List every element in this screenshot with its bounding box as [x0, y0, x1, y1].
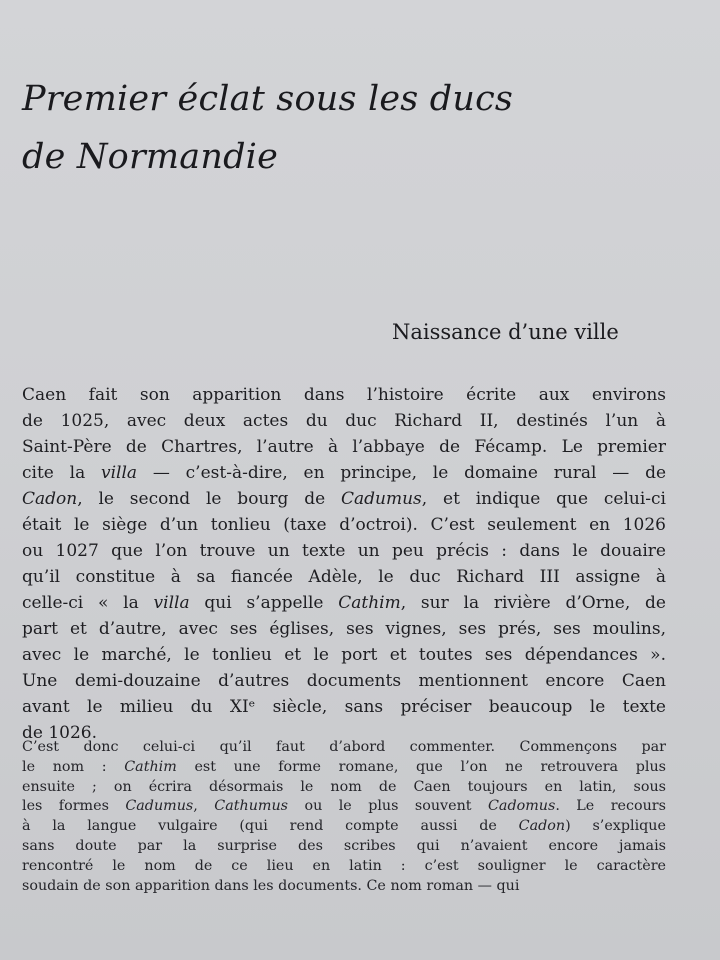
text-segment: ensuite ; on écrira désormais le nom de Caen toujours en latin, sous	[22, 778, 666, 795]
text-segment: part et d’autre, avec ses églises, ses vignes, ses prés, ses moulins,	[22, 619, 666, 639]
text-segment: — c’est-à-dire, en principe, le domaine rural — de	[137, 463, 667, 483]
text-segment: Caen fait son apparition dans l’histoire écrite aux environs	[22, 385, 666, 405]
text-segment: , et indique que celui-ci	[421, 489, 666, 509]
text-line	[22, 590, 666, 616]
text-segment: le nom :	[22, 758, 125, 775]
text-line	[22, 460, 666, 486]
italic-term: Cadon	[22, 489, 78, 509]
text-line	[22, 434, 666, 460]
text-segment: soudain de son apparition dans les documents. Ce nom roman — qui	[22, 877, 520, 894]
text-line	[22, 642, 666, 668]
text-line	[22, 408, 666, 434]
text-segment: avec le marché, le tonlieu et le port et toutes ses dépendances ».	[22, 645, 666, 665]
italic-term: Cathumus	[214, 798, 289, 815]
text-segment: de 1026.	[22, 723, 98, 743]
text-segment: avant le milieu du XIᵉ siècle, sans préciser beaucoup le texte	[22, 697, 666, 717]
italic-term: Cathim	[124, 758, 177, 775]
text-line	[22, 694, 666, 720]
text-segment: ) s’explique	[565, 818, 666, 835]
text-segment: . Le recours	[555, 798, 666, 815]
text-segment: ou 1027 que l’on trouve un texte un peu précis : dans le douaire	[22, 541, 666, 561]
text-line	[22, 512, 666, 538]
text-line	[22, 877, 666, 897]
text-line	[22, 797, 666, 817]
text-line	[22, 758, 666, 778]
chapter-title-line: Premier éclat sous les ducs	[22, 79, 514, 119]
text-segment: celle-ci « la	[22, 593, 154, 613]
text-line	[22, 486, 666, 512]
text-segment: qui s’appelle	[189, 593, 339, 613]
italic-term: Cadon	[518, 818, 566, 835]
text-line	[22, 837, 666, 857]
paragraph	[22, 738, 666, 896]
chapter-title	[22, 70, 513, 186]
text-segment: sans doute par la surprise des scribes qui n’avaient encore jamais	[22, 837, 666, 854]
text-line	[22, 564, 666, 590]
italic-term: Cadumus	[341, 489, 422, 509]
italic-term: Cathim	[338, 593, 401, 613]
text-segment: les formes	[22, 798, 126, 815]
chapter-title-line: de Normandie	[22, 137, 278, 177]
text-segment: à la langue vulgaire (qui rend compte aussi de	[22, 818, 519, 835]
text-segment: de 1025, avec deux actes du duc Richard II, destinés l’un à	[22, 411, 666, 431]
text-segment: qu’il constitue à sa fiancée Adèle, le duc Richard III assigne à	[22, 567, 666, 587]
text-line	[22, 538, 666, 564]
text-line	[22, 857, 666, 877]
text-segment: , sur la rivière d’Orne, de	[400, 593, 666, 613]
text-line	[22, 778, 666, 798]
text-segment: cite la	[22, 463, 102, 483]
text-segment: était le siège d’un tonlieu (taxe d’octroi). C’est seulement en 1026	[22, 515, 666, 535]
text-segment: , le second le bourg de	[77, 489, 341, 509]
italic-term: villa	[153, 593, 190, 613]
text-segment: Saint-Père de Chartres, l’autre à l’abbaye de Fécamp. Le premier	[22, 437, 666, 457]
text-segment: C’est donc celui-ci qu’il faut d’abord commenter. Commençons par	[22, 739, 666, 755]
italic-term: Cadumus	[125, 798, 194, 815]
text-line	[22, 738, 666, 758]
section-heading: Naissance d’une ville	[392, 320, 619, 344]
text-segment: Une demi-douzaine d’autres documents mentionnent encore Caen	[22, 671, 666, 691]
text-line	[22, 668, 666, 694]
paragraph	[22, 382, 666, 746]
text-segment: rencontré le nom de ce lieu en latin : c’est souligner le caractère	[22, 857, 666, 874]
text-segment: est une forme romane, que l’on ne retrouvera plus	[176, 758, 666, 775]
italic-term: Cadomus	[487, 798, 556, 815]
italic-term: villa	[101, 463, 138, 483]
text-segment: ,	[193, 798, 215, 815]
text-line	[22, 616, 666, 642]
text-segment: ou le plus souvent	[288, 798, 488, 815]
text-line	[22, 382, 666, 408]
text-line	[22, 817, 666, 837]
